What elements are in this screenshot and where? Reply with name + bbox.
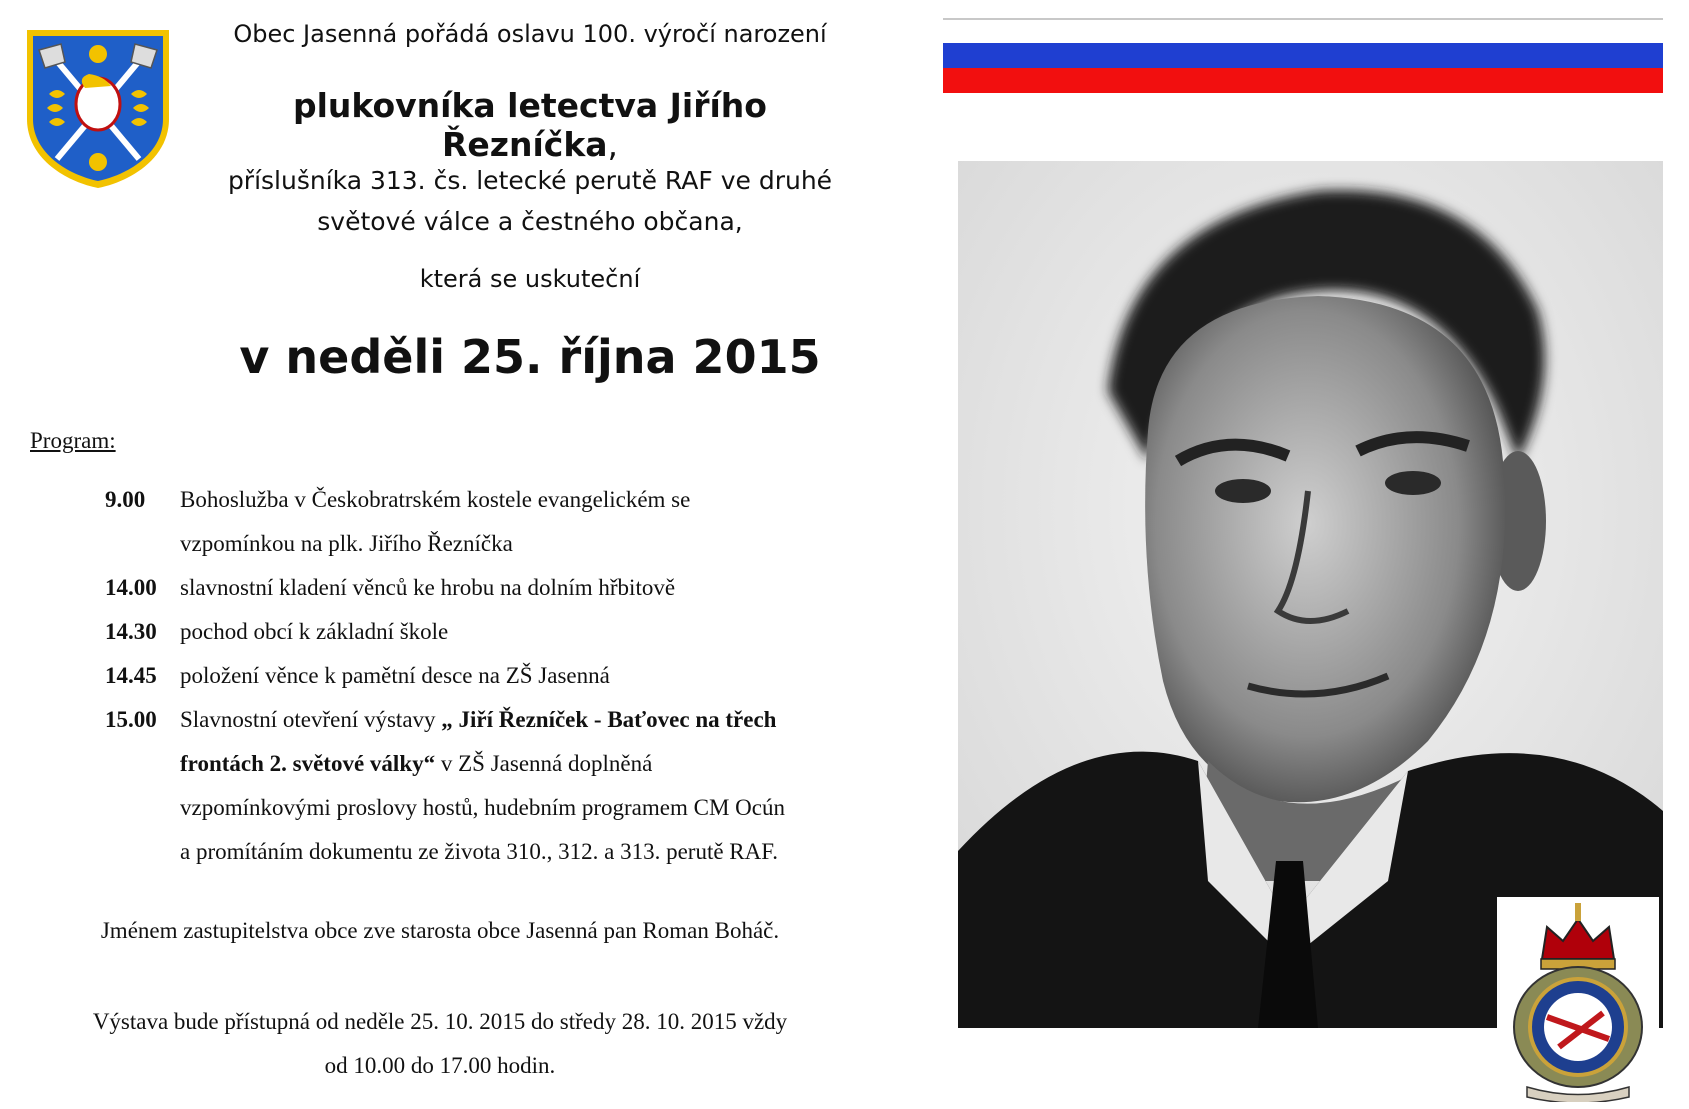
schedule-time: 15.00 — [105, 707, 157, 732]
flag-stripe-blue — [943, 43, 1663, 68]
description-line-1: příslušníka 313. čs. letecké perutě RAF ve druhé — [227, 166, 833, 195]
exhibition-hours — [30, 1000, 850, 1088]
invitation-text: Jménem zastupitelstva obce zve starosta obce Jasenná pan Roman Boháč. — [100, 918, 780, 943]
schedule-time: 14.45 — [105, 663, 157, 688]
exhibition-opening-text: Slavnostní otevření výstavy — [180, 707, 442, 732]
schedule-line: vzpomínkovými proslovy hostů, hudebním programem CM Ocún — [180, 795, 785, 820]
schedule-description — [180, 478, 860, 566]
honoree-name-text: plukovníka letectva Jiřího Řezníčka — [293, 86, 767, 164]
schedule-time: 14.00 — [105, 575, 157, 600]
raf-association-badge — [1497, 897, 1659, 1102]
takes-place-text: která se uskuteční — [419, 265, 641, 293]
schedule-row — [105, 698, 865, 874]
schedule-line — [180, 742, 860, 786]
schedule-line: Bohoslužba v Českobratrském kostele evangelickém se — [180, 487, 691, 512]
schedule-description: položení věnce k pamětní desce na ZŠ Jasenná — [180, 663, 610, 688]
flag-stripe-red — [943, 68, 1663, 93]
schedule-time: 9.00 — [105, 487, 146, 512]
description-line-2: světové válce a čestného občana, — [317, 207, 743, 236]
schedule-line: a promítáním dokumentu ze života 310., 312. a 313. perutě RAF. — [180, 839, 778, 864]
event-date: v neděli 25. října 2015 — [239, 330, 821, 384]
schedule-description — [180, 698, 860, 874]
program-schedule — [105, 478, 865, 874]
schedule-row — [105, 566, 865, 610]
honoree-description — [200, 160, 860, 242]
coat-of-arms — [19, 24, 177, 190]
event-intro: Obec Jasenná pořádá oslavu 100. výročí narození — [233, 20, 827, 48]
honoree-name — [200, 86, 860, 164]
schedule-description: slavnostní kladení věnců ke hrobu na dolním hřbitově — [180, 575, 676, 600]
schedule-line: vzpomínkou na plk. Jiřího Řezníčka — [180, 531, 513, 556]
schedule-line — [180, 698, 860, 742]
schedule-time: 14.30 — [105, 619, 157, 644]
schedule-description: pochod obcí k základní škole — [180, 619, 449, 644]
exhibition-title: frontách 2. světové války“ — [180, 751, 436, 776]
schedule-row — [105, 654, 865, 698]
schedule-row — [105, 610, 865, 654]
honoree-name-suffix: , — [607, 125, 619, 164]
divider-line — [943, 18, 1663, 20]
exhibition-hours-line-2: od 10.00 do 17.00 hodin. — [324, 1053, 556, 1078]
exhibition-title: „ Jiří Řezníček - Baťovec na třech — [441, 707, 777, 732]
exhibition-hours-line-1: Výstava bude přístupná od neděle 25. 10. 2015 do středy 28. 10. 2015 vždy — [92, 1009, 788, 1034]
tricolor-flag — [943, 43, 1663, 93]
schedule-row — [105, 478, 865, 566]
exhibition-location: v ZŠ Jasenná doplněná — [435, 751, 653, 776]
program-heading: Program: — [30, 428, 116, 453]
